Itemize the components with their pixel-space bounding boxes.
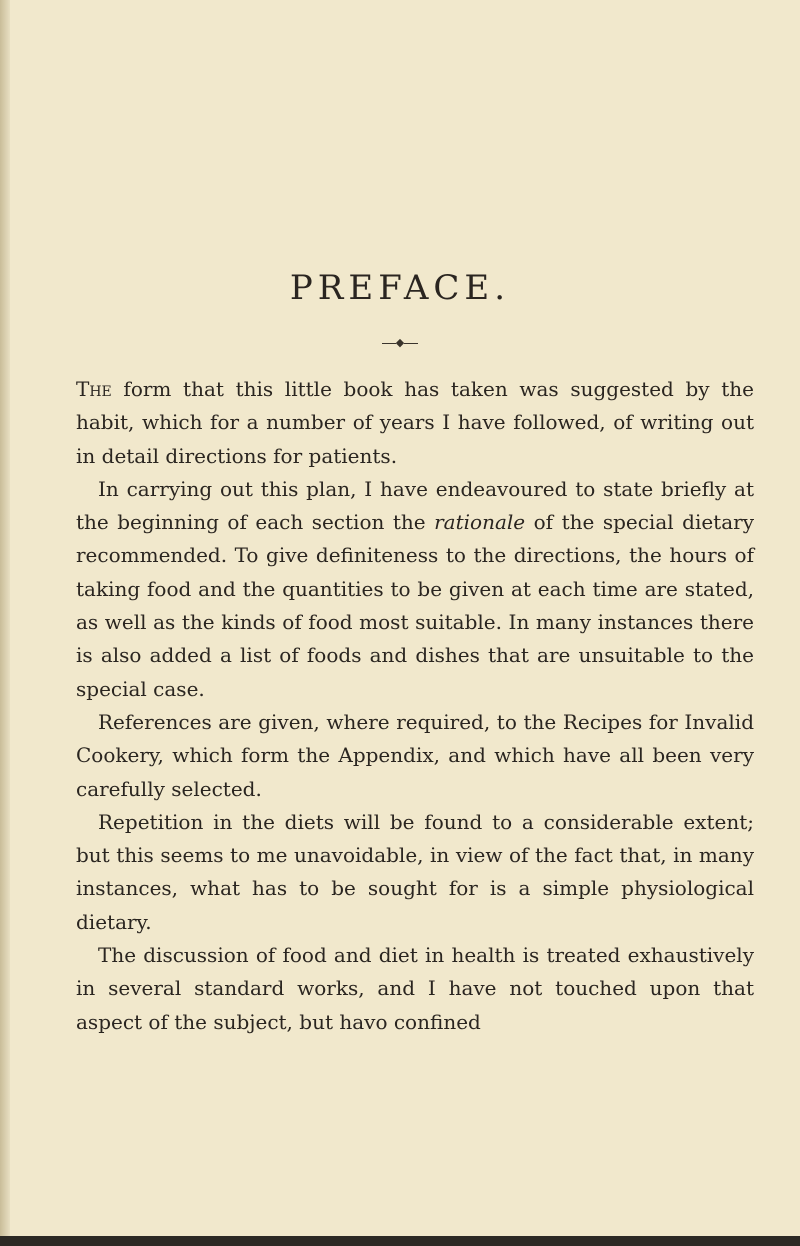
italic-term: rationale	[434, 510, 526, 535]
title-ornament	[0, 336, 800, 349]
page-title: PREFACE.	[289, 268, 511, 308]
paragraph-4: Repetition in the diets will be found to a considerable extent; but this seems to me unavoidable, in view of the fact that, in many instances, what has to be sought for is a simple physiological dietary.	[76, 809, 754, 934]
paragraph-text: form that this little book has taken was suggested by the habit, which for a number of years I have followed, of writing out in detail directions for patients.	[76, 377, 754, 468]
paragraph-text: In carrying out this plan, I have endeavoured to state briefly at the beginning of each section the	[76, 476, 754, 535]
ornament-dash-right	[404, 343, 418, 344]
paragraph-3: References are given, where required, to the Recipes for Invalid Cookery, which form the Appendix, and which have all been very carefully selected.	[76, 709, 754, 801]
page-bottom-edge	[0, 1236, 800, 1246]
paragraph-5: The discussion of food and diet in health is treated exhaustively in several standard works, and I have not touched upon that aspect of the subject, but havo confined	[76, 943, 754, 1034]
paragraph-1	[76, 373, 754, 473]
ornament-dash-left	[382, 343, 396, 344]
paragraph-text: of the special dietary recommended. To give definiteness to the directions, the hours of taking food and the quantities to be given at each time are stated, as well as the kinds of food most suitable. In many instances there is also added a list of foods and dishes that are unsuitable to the special case.	[76, 510, 754, 701]
page-gutter-shadow	[0, 0, 10, 1246]
paragraph-lead-word: The	[76, 377, 112, 401]
ornament-dot: ◆	[395, 336, 405, 349]
preface-body	[76, 373, 754, 1039]
paragraph-2	[76, 473, 754, 706]
